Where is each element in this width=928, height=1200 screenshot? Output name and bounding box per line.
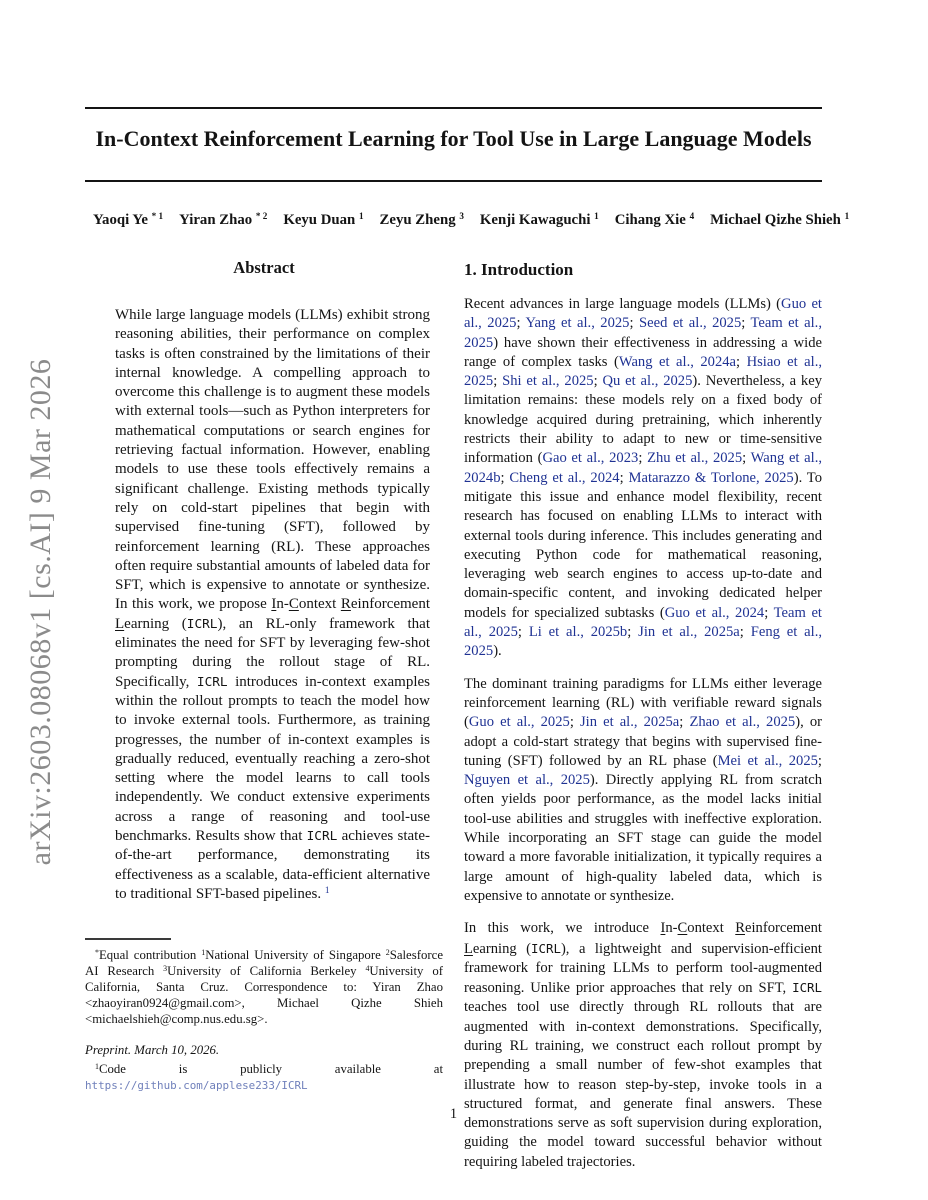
intro-paragraph-1: Recent advances in large language models (LLMs) (Guo et al., 2025; Yang et al., 2025; Seed et al., 2025; Team et al., 2025) have shown their effectiveness in addressing a wide range of complex tasks (Wang et al., 2024a; Hsiao et al., 2025; Shi et al., 2025; Qu et al., 2025). Nevertheless, a key limitation remains: these models rely on a fixed body of knowledge acquired during pretraining, which inherently restricts their ability to adapt to new or time-sensitive information (Gao et al., 2023; Zhu et al., 2025; Wang et al., 2024b; Cheng et al., 2024; Matarazzo & Torlone, 2025). To mitigate this issue and enhance model flexibility, recent research has focused on enabling LLMs to interact with external tools during inference. This includes generating and executing Python code for mathematical reasoning, leveraging web search engines to access up-to-date and domain-specific content, and invoking dedicated helper models for specialized subtasks (Guo et al., 2024; Team et al., 2025; Li et al., 2025b; Jin et al., 2025a; Feng et al., 2025). xyxy=(464,296,823,660)
author-affiliation-marker: 4 xyxy=(689,211,695,222)
citation-link[interactable]: Mei et al., 2025 xyxy=(717,752,818,769)
abstract-text: While large language models (LLMs) exhibit strong reasoning abilities, their performance on complex tasks is often constrained by the limitations of their internal knowledge. A compelling approach to overcome this challenge is to augment these models with external tools—such as Python interpreters for mathematical computations or search engines for retrieving factual information. However, enabling models to use these tools effectively remains a significant challenge. Existing methods typically rely on cold-start pipelines that begin with supervised fine-tuning (SFT), followed by reinforcement learning (RL). These approaches often require substantial amounts of labeled data for SFT, which is expensive to annotate or synthesize. In this work, we propose In-Context Reinforcement Learning (ICRL), an RL-only framework that eliminates the need for SFT by leveraging few-shot prompting during the rollout stage of RL. Specifically, ICRL introduces in-context examples within the rollout prompts to teach the model how to invoke external tools. Furthermore, as training progresses, the number of in-context examples is gradually reduced, eventually reaching a zero-shot setting where the model learns to call tools independently. We conduct extensive experiments across a range of reasoning and tool-use benchmarks. Results show that ICRL achieves state-of-the-art performance, demonstrating its effectiveness as a scalable, data-efficient alternative to traditional SFT-based pipelines. $^1$ xyxy=(115,307,430,902)
underlined-letter: I xyxy=(271,596,277,613)
authors-line xyxy=(85,211,850,229)
citation-link[interactable]: Shi et al., 2025 xyxy=(502,373,594,390)
superscript-marker: 4 xyxy=(365,963,370,973)
code-availability-footnote: $^1$Code is publicly available at https://github.com/applese233/ICRL xyxy=(85,1061,443,1093)
citation-link[interactable]: Zhao et al., 2025 xyxy=(689,714,796,731)
inline-code: ICRL xyxy=(531,940,561,956)
citation-link[interactable]: Wang et al., 2024a xyxy=(618,353,737,370)
title-rule-bottom xyxy=(85,180,822,182)
author: Kenji Kawaguchi $^1$ xyxy=(479,211,599,228)
citation-link[interactable]: Jin et al., 2025a xyxy=(638,624,740,641)
citation-link[interactable]: Feng et al., 2025 xyxy=(464,624,822,660)
intro-paragraph-2: The dominant training paradigms for LLMs either leverage reinforcement learning (RL) with verifiable reward signals (Guo et al., 2025; Jin et al., 2025a; Zhao et al., 2025), or adopt a cold-start strategy that begins with supervised fine-tuning (SFT) followed by an RL phase (Mei et al., 2025; Nguyen et al., 2025). Directly applying RL from scratch often yields poor performance, as the model lacks initial tool-use abilities and struggles with ineffective exploration. While incorporating an SFT stage can guide the model toward a more favorable initialization, it typically requires a large amount of high-quality labeled data, which is expensive to annotate or synthesize. xyxy=(464,675,823,904)
author-affiliation-marker: 1 xyxy=(358,211,364,222)
author: Cihang Xie $^4$ xyxy=(614,211,695,228)
code-url-link[interactable]: https://github.com/applese233/ICRL xyxy=(85,1079,308,1093)
inline-code: ICRL xyxy=(306,829,338,845)
intro-paragraph-3: In this work, we introduce In-Context Reinforcement Learning (ICRL), a lightweight and supervision-efficient framework for training LLMs to perform tool-augmented reasoning. Unlike prior approaches that rely on SFT, ICRL teaches tool use directly through RL rollouts that are augmented with in-context demonstrations. Specifically, during RL training, we construct each rollout prompt by prepending a small number of few-shot examples that illustrate how to reason step-by-step, invoke tools in a structured format, and generate final answers. These demonstrations serve as soft supervision during exploration, guiding the model toward successful behavior without requiring labeled trajectories. xyxy=(464,920,822,1170)
abstract-heading: Abstract xyxy=(233,258,295,277)
superscript-marker: * xyxy=(95,947,99,957)
citation-link[interactable]: Zhu et al., 2025 xyxy=(647,450,743,467)
citation-link[interactable]: Guo et al., 2025 xyxy=(464,296,822,332)
author-affiliation-marker: 1 xyxy=(594,211,599,222)
superscript-marker: 1 xyxy=(201,947,206,957)
underlined-letter: R xyxy=(735,920,745,937)
citation-link[interactable]: Team et al., 2025 xyxy=(464,315,822,351)
author: Yaoqi Ye $^{* 1}$ xyxy=(93,211,164,228)
citation-link[interactable]: Nguyen et al., 2025 xyxy=(464,772,590,789)
citation-link[interactable]: Seed et al., 2025 xyxy=(639,315,742,332)
author-affiliation-marker: * 2 xyxy=(255,211,268,222)
introduction-heading: 1. Introduction xyxy=(464,260,574,279)
page-number: 1 xyxy=(449,1106,458,1122)
citation-link[interactable]: Hsiao et al., 2025 xyxy=(464,353,822,390)
author: Zeyu Zheng $^3$ xyxy=(379,211,464,228)
author: Keyu Duan $^1$ xyxy=(283,211,364,228)
inline-code: ICRL xyxy=(792,980,822,996)
underlined-letter: C xyxy=(288,596,299,613)
author-affiliation-marker: 1 xyxy=(844,211,850,222)
underlined-letter: R xyxy=(340,596,351,613)
title-rule-top xyxy=(85,107,822,109)
affiliations-footnote: *Equal contribution $^1$National University of Singapore $^2$Salesforce AI Research $^3$University of California Berkeley $^4$University of California, Santa Cruz. Correspondence to: Yiran Zhao <zhaoyiran0924@gmail.com>, Michael Qizhe Shieh <michaelshieh@comp.nus.edu.sg>. xyxy=(85,947,443,1027)
citation-link[interactable]: Li et al., 2025b xyxy=(528,624,628,641)
citation-link[interactable]: Cheng et al., 2024 xyxy=(509,469,620,486)
superscript-marker: 1 xyxy=(95,1061,99,1071)
inline-code: ICRL xyxy=(196,674,228,690)
citation-link[interactable]: Yang et al., 2025 xyxy=(525,315,630,332)
footnote-rule xyxy=(85,938,171,940)
citation-link[interactable]: Qu et al., 2025 xyxy=(602,373,693,390)
underlined-letter: L xyxy=(115,615,125,632)
superscript-marker: 3 xyxy=(163,963,168,973)
citation-link[interactable]: Wang et al., 2024b xyxy=(464,450,822,486)
author: Michael Qizhe Shieh $^1$ xyxy=(710,211,850,228)
underlined-letter: L xyxy=(464,940,473,957)
citation-link[interactable]: Guo et al., 2024 xyxy=(664,604,765,621)
author-affiliation-marker: 3 xyxy=(459,211,464,222)
right-column xyxy=(464,258,822,1185)
footnote-block xyxy=(85,938,443,1095)
preprint-notice: Preprint. March 10, 2026. xyxy=(85,1042,220,1057)
citation-link[interactable]: Team et al., 2025 xyxy=(464,604,822,641)
citation-link[interactable]: Jin et al., 2025a xyxy=(579,714,680,731)
citation-link[interactable]: Matarazzo & Torlone, 2025 xyxy=(628,469,794,486)
citation-link[interactable]: Guo et al., 2025 xyxy=(468,714,570,731)
underlined-letter: I xyxy=(660,920,666,937)
superscript-marker: 2 xyxy=(385,947,390,957)
underlined-letter: C xyxy=(677,920,688,937)
arxiv-watermark: arXiv:2603.08068v1 [cs.AI] 9 Mar 2026 xyxy=(24,358,57,866)
paper-title: In-Context Reinforcement Learning for Tool Use in Large Language Models xyxy=(95,126,812,151)
left-column xyxy=(85,258,443,904)
author: Yiran Zhao $^{* 2}$ xyxy=(179,211,268,228)
footnote-ref[interactable]: 1 xyxy=(324,886,330,897)
author-affiliation-marker: * 1 xyxy=(151,211,164,222)
inline-code: ICRL xyxy=(186,616,218,632)
citation-link[interactable]: Gao et al., 2023 xyxy=(542,450,639,467)
